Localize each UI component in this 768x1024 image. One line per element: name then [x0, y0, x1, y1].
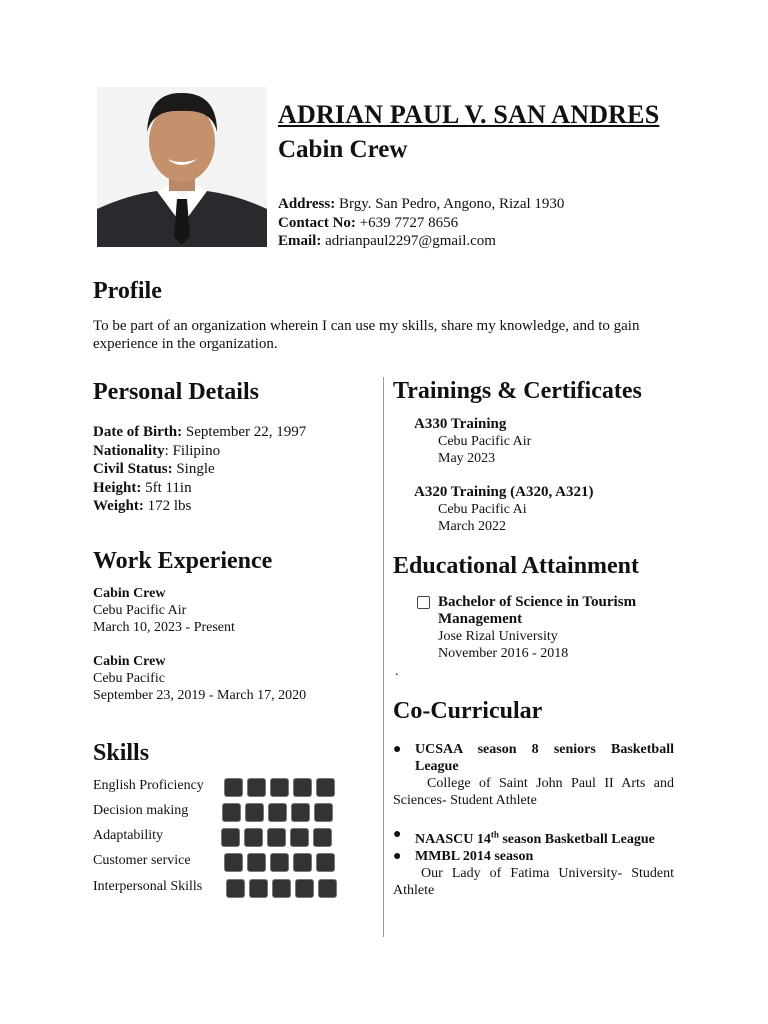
address-value: Brgy. San Pedro, Angono, Rizal 1930	[338, 196, 565, 212]
skill-name: Interpersonal Skills	[93, 879, 203, 894]
nationality-line	[93, 442, 306, 461]
education-dates: November 2016 - 2018	[438, 646, 569, 661]
cocurricular-item	[393, 848, 674, 865]
rating-square-icon	[270, 778, 289, 797]
skill-rating	[224, 778, 335, 797]
address-line	[278, 195, 564, 214]
rating-square-icon	[222, 803, 241, 822]
cocurricular-item	[393, 826, 674, 848]
profile-heading: Profile	[93, 278, 162, 304]
job-title: Cabin Crew	[278, 136, 408, 163]
rating-square-icon	[244, 828, 263, 847]
cocurricular-title	[415, 829, 655, 847]
education-heading: Educational Attainment	[393, 553, 640, 579]
training-org: Cebu Pacific Air	[438, 434, 532, 449]
training-entry	[414, 416, 593, 467]
rating-square-icon	[267, 828, 286, 847]
training-title: A330 Training	[414, 416, 507, 432]
job-entry-dates: September 23, 2019 - March 17, 2020	[93, 688, 307, 703]
height-label: Height:	[93, 479, 142, 496]
rating-square-icon	[291, 803, 310, 822]
rating-square-icon	[247, 778, 266, 797]
email-line	[278, 232, 564, 251]
rating-square-icon	[293, 778, 312, 797]
portrait-image	[97, 87, 267, 247]
title-part: season Basketball League	[498, 831, 655, 847]
profile-text: To be part of an organization wherein I can use my skills, share my knowledge, and to gain experience in the organization.	[93, 318, 640, 352]
personal-details	[93, 423, 306, 516]
cocurricular-item	[393, 741, 674, 775]
job-entry-company: Cebu Pacific Air	[93, 603, 187, 618]
job-entry-title: Cabin Crew	[93, 586, 166, 601]
profile-photo	[97, 87, 267, 247]
training-date: May 2023	[438, 451, 496, 466]
rating-square-icon	[316, 853, 335, 872]
phone-value: +639 7727 8656	[359, 214, 459, 231]
rating-square-icon	[313, 828, 332, 847]
degree-line-1: Bachelor of Science in Tourism	[438, 594, 637, 610]
email-label: Email:	[278, 233, 322, 249]
cocurricular-title: UCSAA season 8 seniors Basketball League	[415, 742, 674, 774]
rating-square-icon	[245, 803, 264, 822]
contact-block	[278, 195, 564, 251]
skill-rating	[222, 803, 333, 822]
phone-line	[278, 214, 564, 233]
personal-details-heading: Personal Details	[93, 379, 259, 405]
work-experience-heading: Work Experience	[93, 548, 273, 574]
cocurricular-heading: Co-Curricular	[393, 698, 543, 724]
title-part: NAASCU 14	[415, 831, 491, 847]
job-entry-company: Cebu Pacific	[93, 671, 165, 686]
rating-square-icon	[249, 879, 268, 898]
skill-name: English Proficiency	[93, 778, 204, 793]
trainings-heading: Trainings & Certificates	[393, 378, 642, 404]
job-entry-title: Cabin Crew	[93, 654, 166, 669]
civil-status-label: Civil Status:	[93, 461, 173, 477]
dob-line	[93, 423, 306, 442]
cocurricular-description: Our Lady of Fatima University- Student Athlete	[393, 865, 674, 898]
skill-rating	[224, 853, 335, 872]
job-entry-dates: March 10, 2023 - Present	[93, 620, 235, 635]
rating-square-icon	[270, 853, 289, 872]
weight-value: 172 lbs	[147, 498, 192, 514]
weight-line	[93, 497, 306, 516]
nationality-value: : Filipino	[164, 442, 221, 459]
training-org: Cebu Pacific Ai	[438, 502, 527, 517]
skill-rating	[221, 828, 332, 847]
skill-name: Customer service	[93, 853, 191, 868]
rating-square-icon	[221, 828, 240, 847]
bullet-icon: ●	[393, 848, 402, 864]
stray-mark: .	[395, 664, 399, 679]
rating-square-icon	[290, 828, 309, 847]
rating-square-icon	[293, 853, 312, 872]
civil-status-line	[93, 460, 306, 479]
rating-square-icon	[316, 778, 335, 797]
height-line	[93, 479, 306, 498]
work-experience-list	[93, 585, 306, 721]
training-entry	[414, 484, 593, 535]
skill-name: Decision making	[93, 803, 189, 818]
cocurricular-description: College of Saint John Paul II Arts and Sciences- Student Athlete	[393, 776, 674, 808]
rating-square-icon	[226, 879, 245, 898]
cocurricular-list	[393, 741, 674, 899]
rating-square-icon	[295, 879, 314, 898]
email-value: adrianpaul2297@gmail.com	[325, 233, 496, 249]
training-title: A320 Training (A320, A321)	[414, 484, 594, 500]
skill-rating	[226, 879, 337, 898]
degree-line-2: Management	[438, 611, 523, 627]
title-superscript: th	[490, 829, 499, 839]
skill-name: Adaptability	[93, 828, 163, 843]
rating-square-icon	[272, 879, 291, 898]
skills-heading: Skills	[93, 740, 150, 766]
candidate-name: ADRIAN PAUL V. SAN ANDRES	[278, 100, 660, 129]
education-entry	[438, 594, 636, 662]
job-entry	[93, 585, 306, 636]
rating-square-icon	[247, 853, 266, 872]
column-divider	[383, 377, 384, 937]
bullet-icon: ●	[393, 827, 402, 842]
dob-value: September 22, 1997	[185, 424, 307, 440]
civil-status-value: Single	[176, 461, 215, 477]
training-date: March 2022	[438, 519, 507, 534]
rating-square-icon	[224, 778, 243, 797]
rating-square-icon	[224, 853, 243, 872]
job-entry	[93, 653, 306, 704]
rating-square-icon	[318, 879, 337, 898]
height-value: 5ft 11in	[145, 479, 192, 496]
rating-square-icon	[314, 803, 333, 822]
trainings-list	[414, 416, 593, 535]
bullet-icon: ●	[393, 742, 402, 757]
dob-label: Date of Birth:	[93, 424, 183, 440]
rating-square-icon	[268, 803, 287, 822]
checkbox-bullet-icon	[417, 596, 430, 609]
address-label: Address:	[278, 196, 336, 212]
nationality-label: Nationality	[93, 442, 165, 459]
weight-label: Weight:	[93, 498, 144, 514]
phone-label: Contact No:	[278, 214, 356, 231]
school-name: Jose Rizal University	[438, 629, 558, 644]
cocurricular-title: MMBL 2014 season	[415, 848, 534, 864]
